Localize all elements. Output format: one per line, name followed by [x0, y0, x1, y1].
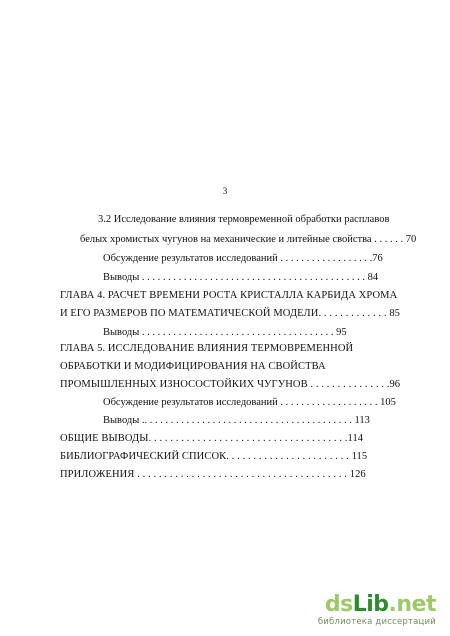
toc-entry-3-2-title: 3.2 Исследование влияния термовременной обработки расплавов — [98, 214, 390, 225]
page-number: 3 — [222, 186, 228, 196]
watermark — [318, 594, 436, 627]
watermark-logo: dsLib.net — [324, 592, 436, 617]
toc-entry-discussion: Обсуждение результатов исследований . . . . . . . . . . . . . . . . . .76 — [103, 253, 383, 264]
toc-entry-chapter-4-conclusions: Выводы . . . . . . . . . . . . . . . . . . . . . . . . . . . . . . . . . . . . . 95 — [103, 327, 347, 338]
toc-entry-chapter-4-title: ГЛАВА 4. РАСЧЕТ ВРЕМЕНИ РОСТА КРИСТАЛЛА КАРБИДА ХРОМА — [60, 290, 398, 301]
toc-entry-bibliography: БИБЛИОГРАФИЧЕСКИЙ СПИСОК. . . . . . . . . . . . . . . . . . . . . . . 115 — [60, 451, 368, 462]
toc-entry-general-conclusions: ОБЩИЕ ВЫВОДЫ. . . . . . . . . . . . . . . . . . . . . . . . . . . . . . . . . . . . .114 — [60, 433, 364, 444]
toc-entry-chapter-5-continuation-2: ПРОМЫШЛЕННЫХ ИЗНОСОСТОЙКИХ ЧУГУНОВ . . . . . . . . . . . . . . .96 — [60, 379, 401, 390]
toc-entry-chapter-5-continuation-1: ОБРАБОТКИ И МОДИФИЦИРОВАНИЯ НА СВОЙСТВА — [60, 361, 326, 372]
toc-entry-3-2-continuation: белых хромистых чугунов на механические и литейные свойства . . . . . . 70 — [80, 234, 417, 245]
toc-entry-chapter-5-title: ГЛАВА 5. ИССЛЕДОВАНИЕ ВЛИЯНИЯ ТЕРМОВРЕМЕННОЙ — [60, 343, 354, 354]
watermark-subtitle: библиотека диссертаций — [317, 617, 436, 627]
toc-entry-chapter-5-conclusions: Выводы .. . . . . . . . . . . . . . . . . . . . . . . . . . . . . . . . . . . . . . . . 113 — [103, 415, 370, 426]
toc-entry-conclusions: Выводы . . . . . . . . . . . . . . . . . . . . . . . . . . . . . . . . . . . . . . . . . . . 84 — [103, 272, 379, 283]
toc-entry-appendices: ПРИЛОЖЕНИЯ . . . . . . . . . . . . . . . . . . . . . . . . . . . . . . . . . . . . . . . 126 — [60, 469, 366, 480]
toc-entry-chapter-5-discussion: Обсуждение результатов исследований . . . . . . . . . . . . . . . . . . . 105 — [103, 397, 396, 408]
toc-entry-chapter-4-continuation: И ЕГО РАЗМЕРОВ ПО МАТЕМАТИЧЕСКОЙ МОДЕЛИ. . . . . . . . . . . . . 85 — [60, 308, 401, 319]
